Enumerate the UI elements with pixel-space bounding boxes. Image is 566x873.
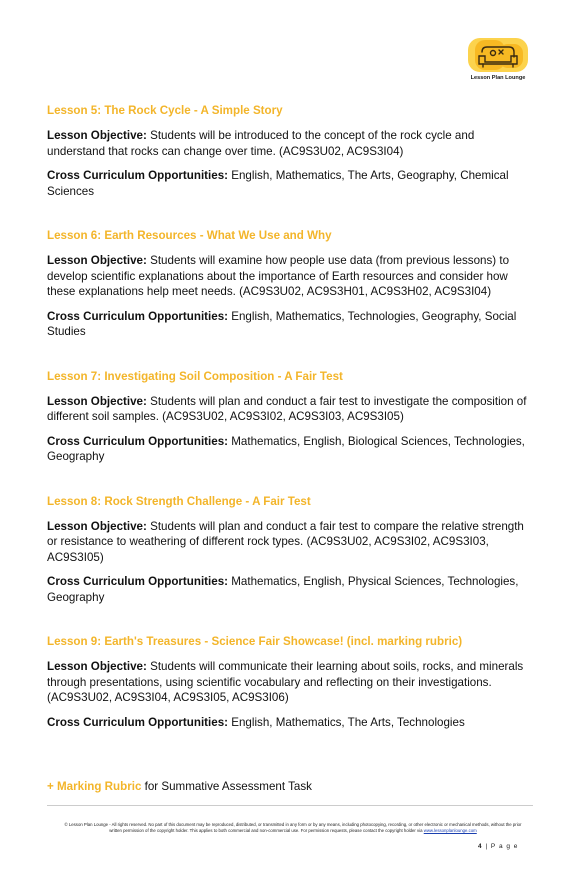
lesson-section bbox=[47, 104, 529, 199]
cross-curriculum bbox=[47, 715, 529, 731]
objective-label: Lesson Objective: bbox=[47, 394, 147, 408]
cross-curriculum-text: Mathematics, English, Biological Sciences, Technologies, Geography bbox=[47, 434, 525, 463]
objective-label: Lesson Objective: bbox=[47, 660, 147, 673]
cross-curriculum bbox=[47, 434, 529, 465]
page-number bbox=[478, 843, 518, 850]
lesson-objective bbox=[47, 253, 529, 300]
cross-curriculum-text: English, Mathematics, The Arts, Geography, Chemical Sciences bbox=[47, 169, 509, 198]
lesson-objective bbox=[47, 394, 529, 425]
objective-label: Lesson Objective: bbox=[47, 129, 147, 142]
lesson-title: Lesson 8: Rock Strength Challenge - A Fair Test bbox=[47, 494, 311, 508]
objective-text: Students will communicate their learning about soils, rocks, and minerals through presentations, using scientific vocabulary and reflecting on their investigations. (AC9S3U02, AC9S3I04, AC9S3I05, AC9S3I06) bbox=[47, 660, 524, 704]
lesson-section bbox=[47, 635, 529, 730]
marking-rubric-text: for Summative Assessment Task bbox=[141, 780, 312, 793]
cross-curriculum-label: Cross Curriculum Opportunities: bbox=[47, 715, 229, 729]
copyright-text: © Lesson Plan Lounge - All rights reserved. No part of this document may be reproduced, distributed, or transmitted in any form or by any means, including photocopying, recording, or other electronic or mechanical methods, without the prior written permission of the copyright holder. This applies to both commercial and non-commercial use. For permission requests, please contact the copyright holder via bbox=[64, 822, 522, 833]
lesson-list bbox=[47, 104, 529, 760]
page-label: | P a g e bbox=[485, 843, 519, 850]
objective-label: Lesson Objective: bbox=[47, 519, 147, 533]
lesson-title: Lesson 5: The Rock Cycle - A Simple Story bbox=[47, 104, 283, 117]
cross-curriculum-text: English, Mathematics, The Arts, Technologies bbox=[228, 715, 465, 729]
logo-text: Lesson Plan Lounge bbox=[470, 75, 526, 81]
cross-curriculum-label: Cross Curriculum Opportunities: bbox=[47, 309, 229, 323]
lesson-section bbox=[47, 370, 529, 465]
objective-text: Students will plan and conduct a fair test to compare the relative strength or resistance to weathering of different rock types. (AC9S3U02, AC9S3I02, AC9S3I03, AC9S3I05) bbox=[47, 519, 524, 564]
lesson-title: Lesson 7: Investigating Soil Composition - A Fair Test bbox=[47, 369, 343, 383]
cross-curriculum-text: English, Mathematics, Technologies, Geography, Social Studies bbox=[47, 309, 517, 338]
objective-text: Students will plan and conduct a fair test to investigate the composition of different soil samples. (AC9S3U02, AC9S3I02, AC9S3I03, AC9S3I05) bbox=[47, 394, 527, 423]
cross-curriculum-label: Cross Curriculum Opportunities: bbox=[47, 575, 229, 588]
page-number-value: 4 bbox=[478, 843, 483, 850]
footer-divider bbox=[47, 805, 533, 806]
website-link[interactable]: www.lessonplanlounge.com bbox=[423, 828, 477, 833]
logo bbox=[465, 36, 531, 86]
sofa-logo-icon bbox=[465, 36, 531, 76]
plus-icon: + bbox=[47, 780, 57, 793]
cross-curriculum-text: Mathematics, English, Physical Sciences, Technologies, Geography bbox=[47, 575, 519, 604]
objective-text: Students will be introduced to the concept of the rock cycle and understand that rocks can change over time. (AC9S3U02, AC9S3I04) bbox=[47, 129, 475, 158]
lesson-title: Lesson 9: Earth's Treasures - Science Fair Showcase! (incl. marking rubric) bbox=[47, 635, 463, 648]
lesson-section bbox=[47, 229, 529, 340]
objective-label: Lesson Objective: bbox=[47, 254, 147, 267]
lesson-objective bbox=[47, 659, 529, 706]
cross-curriculum-label: Cross Curriculum Opportunities: bbox=[47, 434, 229, 448]
lesson-objective bbox=[47, 519, 529, 566]
cross-curriculum bbox=[47, 574, 529, 605]
cross-curriculum-label: Cross Curriculum Opportunities: bbox=[47, 169, 229, 182]
marking-rubric-link[interactable]: Marking Rubric bbox=[57, 780, 142, 793]
lesson-title: Lesson 6: Earth Resources - What We Use and Why bbox=[47, 229, 332, 242]
lesson-objective bbox=[47, 128, 529, 159]
copyright-footer bbox=[60, 822, 526, 834]
cross-curriculum bbox=[47, 168, 529, 199]
lesson-section bbox=[47, 495, 529, 606]
objective-text: Students will examine how people use data (from previous lessons) to develop scientific explanations about the importance of Earth resources and consider how these explanations help meet needs. (AC9S3U02, AC9S3H01, AC9S3H02, AC9S3I04) bbox=[47, 254, 510, 298]
cross-curriculum bbox=[47, 309, 529, 340]
marking-rubric-line bbox=[47, 780, 312, 794]
